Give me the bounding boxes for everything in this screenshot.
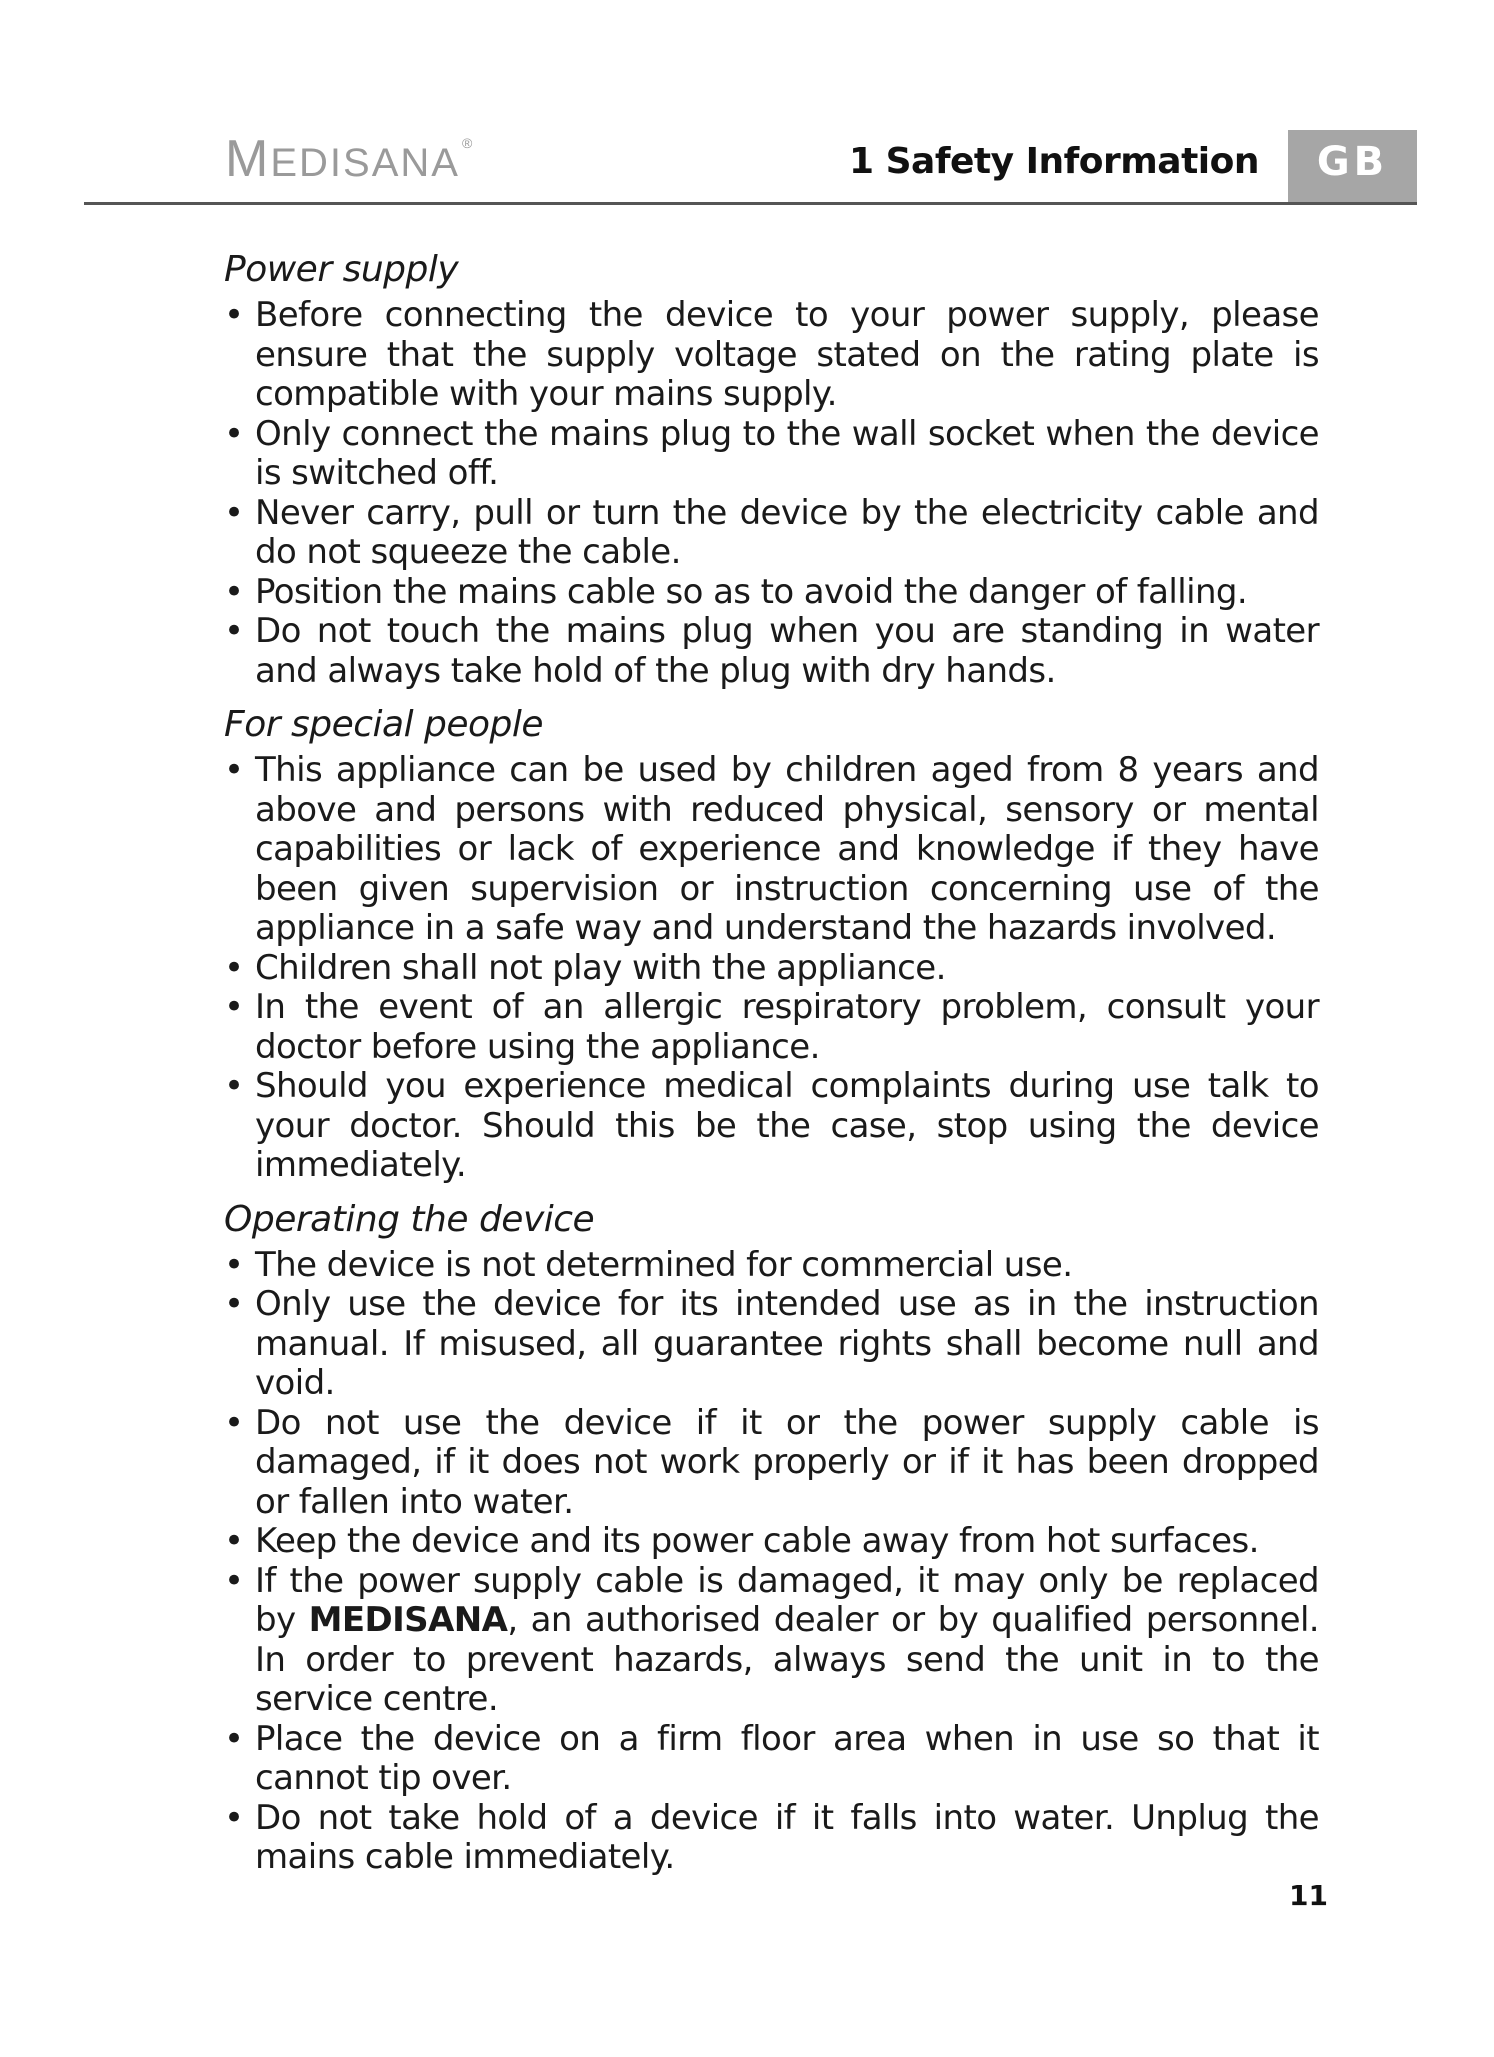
brand-name: MEDISANA [308, 1600, 508, 1640]
section-title: Power supply [224, 249, 459, 290]
logo-initial: M [225, 130, 271, 188]
list-item: • Only connect the mains plug to the wall socket when the device is switched off. [224, 415, 1319, 494]
list-item: • Place the device on a firm floor area when in use so that it cannot tip over. [224, 1720, 1319, 1799]
list-item: • In the event of an allergic respiratory problem, consult your doctor before using the appliance. [224, 988, 1319, 1067]
language-tab: GB [1288, 130, 1417, 202]
list-item: • Should you experience medical complaints during use talk to your doctor. Should this be the case, stop using the device immediately. [224, 1067, 1319, 1186]
bullet-list [224, 296, 1319, 691]
list-item-text-before: If the power supply cable is damaged, it may only be replaced by [255, 1560, 1319, 1640]
medisana-logo [225, 130, 473, 188]
list-item: • Keep the device and its power cable away from hot surfaces. [224, 1522, 1319, 1562]
list-item: • The device is not determined for commercial use. [224, 1246, 1319, 1286]
list-item [224, 1562, 1319, 1720]
logo-rest: EDISANA [270, 141, 460, 185]
section-power-supply [224, 248, 1319, 691]
list-item: • This appliance can be used by children aged from 8 years and above and persons with reduced physical, sensory or mental capabilities or lack of experience and knowledge if they have been given supervision or instruction concerning use of the appliance in a safe way and understand the hazards involved. [224, 751, 1319, 949]
page-content [224, 248, 1319, 1890]
list-item: • Never carry, pull or turn the device by the electricity cable and do not squeeze the cable. [224, 494, 1319, 573]
section-operating-device [224, 1198, 1319, 1878]
registered-mark: ® [461, 135, 473, 151]
section-special-people [224, 703, 1319, 1186]
section-title: Operating the device [224, 1198, 595, 1240]
bullet-list [224, 751, 1319, 1186]
bullet-list [224, 1246, 1319, 1878]
list-item: • Before connecting the device to your power supply, please ensure that the supply voltage stated on the rating plate is compatible with your mains supply. [224, 296, 1319, 415]
section-title: For special people [224, 704, 544, 745]
list-item: • Do not take hold of a device if it falls into water. Unplug the mains cable immediately. [224, 1799, 1319, 1878]
chapter-title: 1 Safety Information [849, 141, 1259, 182]
list-item: • Do not use the device if it or the power supply cable is damaged, if it does not work properly or if it has been dropped or fallen into water. [224, 1404, 1319, 1523]
list-item-text-after: , an authorised dealer or by qualified personnel. In order to prevent hazards, always send the unit in to the service centre. [255, 1600, 1319, 1719]
list-item: • Only use the device for its intended use as in the instruction manual. If misused, all guarantee rights shall become null and void. [224, 1285, 1319, 1404]
list-item: • Position the mains cable so as to avoid the danger of falling. [224, 573, 1319, 613]
list-item: • Children shall not play with the appliance. [224, 949, 1319, 989]
list-item: • Do not touch the mains plug when you are standing in water and always take hold of the plug with dry hands. [224, 612, 1319, 691]
page-number: 11 [1289, 1879, 1328, 1912]
header-divider [84, 202, 1417, 205]
